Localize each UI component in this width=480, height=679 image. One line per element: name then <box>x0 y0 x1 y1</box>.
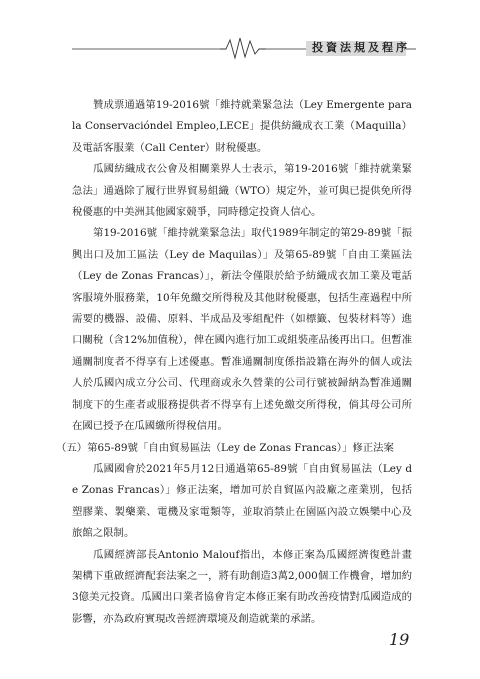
paragraph-2: 瓜國紡織成衣公會及相關業界人士表示，第19-2016號「維持就業緊急法」通過除了履行世界貿易組織（WTO）規定外，並可與已提供免所得稅優惠的中美洲其他國家競爭，同時穩定投資人信心。 <box>72 163 412 219</box>
section-title: 投資法規及程序 <box>312 41 410 54</box>
page-header <box>0 36 480 60</box>
page-number: 19 <box>389 630 410 649</box>
paragraph-1: 贊成票通過第19-2016號「維持就業緊急法（Ley Emergente para la Conservacióndel Empleo,LECE」提供紡織成衣工業（Maquilla）及電話客服業（Call Center）財稅優惠。 <box>72 99 412 154</box>
subsection-paragraph-2: 瓜國經濟部長Antonio Malouf指出，本修正案為瓜國經濟復甦計畫架構下重啟經濟配套法案之一，將有助創造3萬2,000個工作機會，增加約3億美元投資。瓜國出口業者協會肯定本修正案有助改善疫情對瓜國造成的影響，亦為政府實現改善經濟環境及創造就業的承諾。 <box>72 548 412 625</box>
paragraph-3: 第19-2016號「維持就業緊急法」取代1989年制定的第29-89號「振興出口及加工區法（Ley de Maquilas）」及第65-89號「自由工業區法（Ley de Zonas Francas）」，新法令僅限於給予紡織成衣加工業及電話客服境外服務業，10年免繳交所得稅及其他財稅優惠，包括生產過程中所需要的機器、設備、原料、半成品及零組配件（如標籤、包裝材料等）進口關稅（含12%加值稅），俾在國內進行加工或組裝產品後再出口。但暫准通關制度者不得享有上述優惠。暫准通關制度係指設籍在海外的個人或法人於瓜國內成立分公司、代理商或永久營業的公司行號被歸納為暫准通關制度下的生產者或服務提供者不得享有上述免繳交所得稅，倘其母公司所在國已授予在瓜國繳所得稅信用。 <box>72 227 413 433</box>
subsection-paragraph-1: 瓜國國會於2021年5月12日通過第65-89號「自由貿易區法（Ley de Zonas Francas）」修正法案，增加可於自貿區內設廠之產業別，包括塑膠業、製藥業、電機及家電類等，並取消禁止在園區內設立娛樂中心及旅館之限制。 <box>72 462 412 540</box>
subsection-heading: （五）第65-89號「自由貿易區法（Ley de Zonas Francas）」修正法案 <box>56 441 394 454</box>
body-content <box>56 95 413 630</box>
